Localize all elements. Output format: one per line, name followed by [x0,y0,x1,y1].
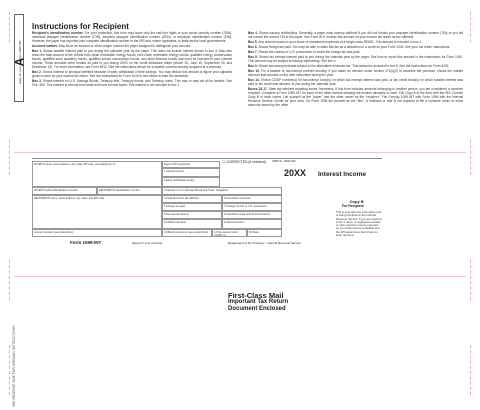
instruction-heading: Box 8. [248,55,259,60]
form-1099-int-section [14,158,466,268]
instruction-paragraph [248,88,463,108]
box9-field[interactable]: 9 Specified private activity bond interest [222,211,282,219]
perforation-mark [9,12,10,42]
corrected-checkbox[interactable]: ☐ CORRECTED (if checked) [222,160,266,164]
instruction-text: Any amount shown is your share of investment expenses of a single-class REMIC. This amount is included in box 1. [258,40,423,44]
instruction-heading: Box 1. [32,49,44,53]
instruction-paragraph [248,56,463,64]
instruction-paragraph [248,32,463,40]
perforation-mark [470,260,471,300]
perforation-mark [9,140,10,175]
box15-17-field[interactable]: 15 State [247,229,282,237]
instruction-heading: Box 2. [32,69,43,74]
payer-tin-field[interactable]: PAYER'S federal identification number [32,187,97,195]
first-class-mail: First-Class Mail [228,291,284,300]
side-label: Keep for your records / 1099-INT [18,40,22,84]
instructions-title: Instructions for Recipient [32,22,129,31]
instruction-text: Shows tax-exempt interest subject to the alternative minimum tax. This amount is included in box 8. See the Instructions for Form 6251. [258,64,450,69]
footer-keep-note: (keep for your records) [132,241,163,245]
instruction-heading: Recipient's identification number. [32,31,85,35]
instruction-text: Shows the country or U.S. possession to which the foreign tax was paid. [258,50,361,55]
payer-name-field[interactable]: PAYER'S name, street address, city, state, ZIP code, and telephone no. [32,161,162,187]
instruction-paragraph [32,50,232,70]
copy-sub: For Recipient [342,204,364,208]
instruction-heading: Box 6. [248,45,259,50]
disclaimer-text: This is important tax information and is being furnished to the Internal Revenue Service. If you are required to file a return, a negligence penalty or other sanction may be imposed on you if this income is taxable and the IRS determines that it has not been reported. [336,210,382,238]
perforation-mark [9,260,10,300]
perforation-mark [470,140,471,175]
box3-field[interactable]: 3 Interest on U.S. Savings Bonds and Treas. obligations [162,187,282,195]
instruction-text: May show an account or other unique number the payer assigned to distinguish your account. [58,43,192,48]
instructions-column-2 [248,32,463,109]
box13-field[interactable]: 13 Bond premium on tax-exempt bond [162,229,212,237]
instruction-heading: Box 10. [248,69,262,74]
box6-field[interactable]: 6 Foreign tax paid [162,203,222,211]
instruction-paragraph [248,79,463,87]
form-title: Interest Income [318,171,367,178]
fold-line [14,152,466,153]
instruction-heading: Box 7. [248,50,259,55]
document-enclosed-line: Document Enclosed [228,306,286,312]
footer-department: Department of the Treasury - Internal Revenue Service [228,241,301,245]
form-year: 20XX [284,168,307,178]
instruction-heading: Account number. [32,43,59,48]
perforation-mark [9,345,10,395]
instruction-text: State tax withheld reporting boxes. Nominees. If this form includes amounts belonging to another person, you are considered a nominee recipient. Complete a Form 1099-INT for each of the other owners showing the income allocable to each. File Copy A of the form with the IRS. Furnish Copy B to each owner. List yourself as the "payer" and the other owner as the "recipient." File Form(s) 1099-INT with Form 1096 with the Internal Revenue Service Center for your area. On Form 1096 list yourself as the "filer." A husband or wife is not required to file a nominee return to show amounts owned by the other. [248,87,463,107]
recipient-name-field[interactable]: RECIPIENT'S name, street address, city, state, and ZIP code [32,195,162,229]
copy-label [342,199,364,208]
form-box [32,158,382,238]
instruction-text: Shows interest on U.S. Savings Bonds, Treasury bills, Treasury bonds, and Treasury notes. This may or may not all be taxable. See Pub. 550. This interest is exempt from state and local income taxes. This interest is not included in box 1. [32,78,232,87]
box10-field[interactable]: 10 Market discount [162,219,222,229]
instructions-column-1 [32,32,232,89]
box11-field[interactable]: 11 Bond premium [222,219,282,229]
box1-field[interactable]: 1 Interest income [162,168,220,177]
payer-rtn-field[interactable]: Payer's RTN (optional) [162,161,220,168]
instruction-text: Shows interest or principal forfeited because of early withdrawal of time savings. You may deduct this amount to figure your adjusted gross income on your income tax return. See the instructions for Form 1040 to see where to take the deduction. [32,69,232,78]
tax-return-line: Important Tax Return [228,299,289,305]
mailer-section [12,282,466,407]
footer-form-name: Form 1099-INT [70,240,102,245]
side-tab [12,14,27,102]
corrected-label: CORRECTED (if checked) [225,160,266,164]
instruction-heading: Box 3. [32,78,43,83]
account-number-field[interactable]: Account number (see instructions) [32,229,162,237]
perforation-mark [470,345,471,395]
instruction-heading: Box 9. [248,64,259,69]
instruction-paragraph [248,70,463,78]
opening-instructions-note: SEE REVERSE SIDE FOR OPENING INSTRUCTIONS [12,325,16,407]
perforation-mark [470,12,471,42]
instruction-paragraph [32,80,232,88]
instruction-text: For a taxable or tax-exempt covered security, if you made an election under section 171(c)(2) to amortize the premium, shows the market discount that accrued on the debt instrument during the year. [248,69,463,78]
instruction-paragraph [32,32,232,44]
instruction-heading: Box 4. [248,31,259,35]
box5-field[interactable]: 5 Investment expenses [222,195,282,203]
copy-name: Copy B [349,199,364,204]
instruction-heading: Box 5. [248,40,259,44]
box7-field[interactable]: 7 Foreign country or U.S. possession [222,203,282,211]
box8-field[interactable]: 8 Tax-exempt interest [162,211,222,219]
omb-number: OMB No. 1545-0112 [272,160,296,163]
mail-notice [228,292,288,313]
instruction-text: Shows foreign tax paid. You may be able to claim this tax as a deduction or a credit on your Form 1040. See your tax return instructions. [258,45,451,50]
instruction-text: Shows backup withholding. Generally, a payer must backup withhold if you did not furnish your taxpayer identification number (TIN) or you did not furnish the correct TIN to the payer. See Form W-9. Include this amount on your income tax return as tax withheld. [248,31,464,39]
instruction-paragraph [32,71,232,79]
recipient-tin-field[interactable]: RECIPIENT'S identification number [97,187,162,195]
instruction-text: For your protection, this form may show only the last four digits of your social security number (SSN), individual taxpayer identification number (ITIN), adoption taxpayer identification number (ATIN), or employer identification number (EIN). However, the payer has reported your complete identification number to the IRS and, where applicable, to state and/or local governments. [32,31,232,43]
box2-field[interactable]: 2 Early withdrawal penalty [162,177,220,187]
instruction-text: Shows CUSIP number(s) for tax-exempt bond(s) on which tax-exempt interest was paid, or tax credit bond(s) on which taxable interest was paid or tax credit was allowed, to you during the calendar year. [248,78,463,87]
box14-field[interactable]: 14 Tax-exempt bond CUSIP no. [212,229,247,237]
instruction-heading: Boxes 15-17. [248,87,269,92]
instruction-heading: Box 14. [248,78,261,83]
instructions-section [14,14,466,149]
fold-line [14,276,466,277]
instruction-text: Shows taxable interest paid to you during the calendar year by the payer. This does not include interest shown in box 3. May also show the total amount of the credits from clean renewable energy bonds, new clean renewable energy bonds, qualified energy conservation bonds, qualified zone academy bonds, qualified school construction bonds, and build America bonds that must be included in your interest income. These amounts were treated as paid to you during 20XX on the credit allowance dates (March 15, June 15, September 15, and December 15). For more information, see Form 8912. See the instructions above for a taxable covered security acquired at a premium. [32,49,232,69]
instruction-text: Shows tax-exempt interest paid to you during the calendar year by the payer. See how to report this amount in the instructions for Form 1040. This amount may be subject to backup withholding. See box 4. [248,55,464,64]
box4-field[interactable]: 4 Federal income tax withheld [162,195,222,203]
side-letter: A [12,57,27,67]
